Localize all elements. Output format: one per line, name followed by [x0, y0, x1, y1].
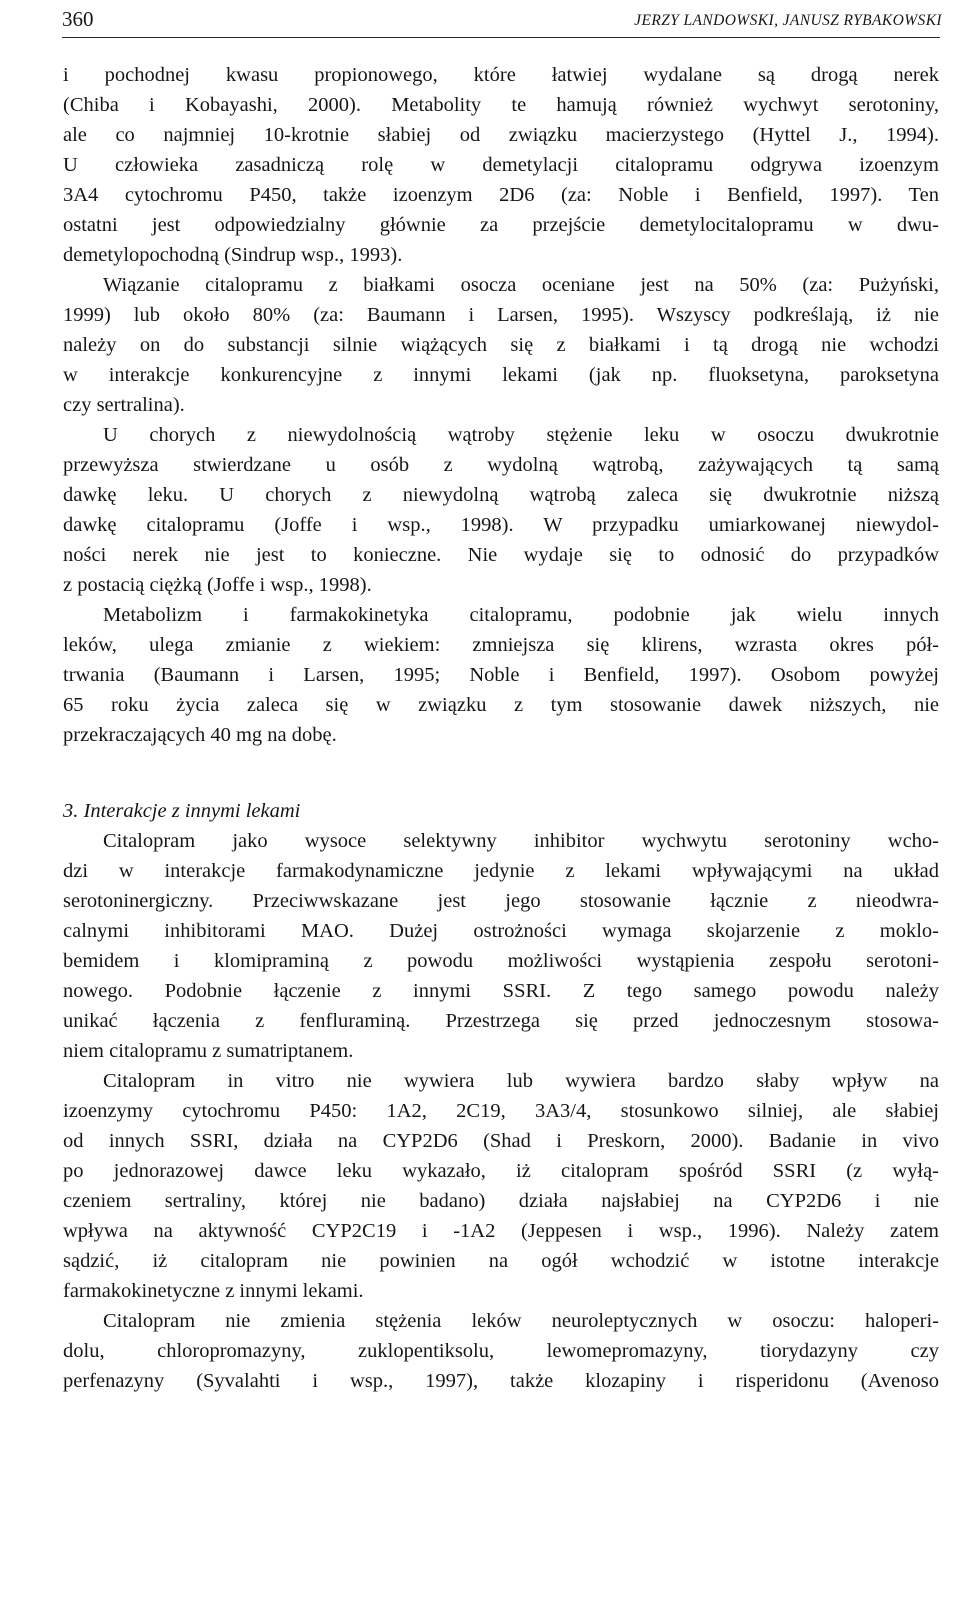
text-line: niem citalopramu z sumatriptanem.: [63, 1040, 354, 1062]
text-line: czy sertralina).: [63, 394, 185, 416]
text-line: z postacią ciężką (Joffe i wsp., 1998).: [63, 574, 372, 596]
text-line: nowego. Podobnie łączenie z innymi SSRI. Z tego samego powodu należy: [63, 980, 939, 1002]
text-line: dawkę leku. U chorych z niewydolną wątrobą zaleca się dwukrotnie niższą: [63, 484, 939, 506]
text-line: sądzić, iż citalopram nie powinien na ogół wchodzić w istotne interakcje: [63, 1250, 939, 1272]
section-number: 3.: [63, 800, 79, 822]
text-line: po jednorazowej dawce leku wykazało, iż citalopram spośród SSRI (z wyłą-: [63, 1160, 939, 1182]
section-spacing: [63, 750, 939, 796]
text-line: przekraczających 40 mg na dobę.: [63, 724, 337, 746]
text-line: trwania (Baumann i Larsen, 1995; Noble i Benfield, 1997). Osobom powyżej: [63, 664, 939, 686]
paragraphs-before-section: [63, 60, 939, 750]
paragraphs-after-section: [63, 826, 939, 1396]
text-line: przewyższa stwierdzane u osób z wydolną wątrobą, zażywających tą samą: [63, 454, 939, 476]
text-line: dzi w interakcje farmakodynamiczne jedynie z lekami wpływającymi na układ: [63, 860, 939, 882]
text-line: bemidem i klomipraminą z powodu możliwości wystąpienia zespołu serotoni-: [63, 950, 939, 972]
text-line: czeniem sertraliny, której nie badano) działa najsłabiej na CYP2D6 i nie: [63, 1190, 939, 1212]
text-line: calnymi inhibitorami MAO. Dużej ostrożności wymaga skojarzenie z moklo-: [63, 920, 939, 942]
text-line: U człowieka zasadniczą rolę w demetylacji citalopramu odgrywa izoenzym: [63, 154, 939, 176]
text-line: U chorych z niewydolnością wątroby stężenie leku w osoczu dwukrotnie: [103, 424, 939, 446]
text-line: Metabolizm i farmakokinetyka citalopramu, podobnie jak wielu innych: [103, 604, 939, 626]
text-line: ale co najmniej 10-krotnie słabiej od związku macierzystego (Hyttel J., 1994).: [63, 124, 939, 146]
text-line: Citalopram nie zmienia stężenia leków neuroleptycznych w osoczu: haloperi-: [103, 1310, 939, 1332]
text-line: wpływa na aktywność CYP2C19 i -1A2 (Jeppesen i wsp., 1996). Należy zatem: [63, 1220, 939, 1242]
text-line: izoenzymy cytochromu P450: 1A2, 2C19, 3A3/4, stosunkowo silniej, ale słabiej: [63, 1100, 939, 1122]
header-divider: [62, 37, 940, 38]
text-line: (Chiba i Kobayashi, 2000). Metabolity te hamują również wychwyt serotoniny,: [63, 94, 939, 116]
text-line: 65 roku życia zaleca się w związku z tym stosowanie dawek niższych, nie: [63, 694, 939, 716]
text-line: unikać łączenia z fenfluraminą. Przestrzega się przed jednoczesnym stosowa-: [63, 1010, 939, 1032]
text-line: perfenazyny (Syvalahti i wsp., 1997), także klozapiny i risperidonu (Avenoso: [63, 1370, 939, 1392]
text-line: Citalopram jako wysoce selektywny inhibitor wychwytu serotoniny wcho-: [103, 830, 939, 852]
text-line: dawkę citalopramu (Joffe i wsp., 1998). W przypadku umiarkowanej niewydol-: [63, 514, 939, 536]
text-line: 1999) lub około 80% (za: Baumann i Larsen, 1995). Wszyscy podkreślają, iż nie: [63, 304, 939, 326]
text-line: od innych SSRI, działa na CYP2D6 (Shad i Preskorn, 2000). Badanie in vivo: [63, 1130, 939, 1152]
text-line: i pochodnej kwasu propionowego, które łatwiej wydalane są drogą nerek: [63, 64, 939, 86]
text-line: leków, ulega zmianie z wiekiem: zmniejsza się klirens, wzrasta okres pół-: [63, 634, 939, 656]
text-line: farmakokinetyczne z innymi lekami.: [63, 1280, 364, 1302]
text-line: należy on do substancji silnie wiążących się z białkami i tą drogą nie wchodzi: [63, 334, 939, 356]
text-line: ności nerek nie jest to konieczne. Nie wydaje się to odnosić do przypadków: [63, 544, 939, 566]
running-title: JERZY LANDOWSKI, JANUSZ RYBAKOWSKI: [634, 12, 942, 29]
text-line: w interakcje konkurencyjne z innymi lekami (jak np. fluoksetyna, paroksetyna: [63, 364, 939, 386]
text-line: Citalopram in vitro nie wywiera lub wywiera bardzo słaby wpływ na: [103, 1070, 939, 1092]
body-text: [63, 60, 939, 1396]
text-line: demetylopochodną (Sindrup wsp., 1993).: [63, 244, 403, 266]
text-line: Wiązanie citalopramu z białkami osocza oceniane jest na 50% (za: Pużyński,: [103, 274, 939, 296]
text-line: 3A4 cytochromu P450, także izoenzym 2D6 (za: Noble i Benfield, 1997). Ten: [63, 184, 939, 206]
section-title: Interakcje z innymi lekami: [83, 800, 301, 822]
text-line: dolu, chloropromazyny, zuklopentiksolu, lewomepromazyny, tiorydazyny czy: [63, 1340, 939, 1362]
text-line: ostatni jest odpowiedzialny głównie za przejście demetylocitalopramu w dwu-: [63, 214, 939, 236]
section-heading: [63, 796, 939, 826]
running-header: [62, 4, 942, 38]
text-line: serotoninergiczny. Przeciwwskazane jest jego stosowanie łącznie z nieodwra-: [63, 890, 939, 912]
page-number: 360: [62, 7, 94, 31]
